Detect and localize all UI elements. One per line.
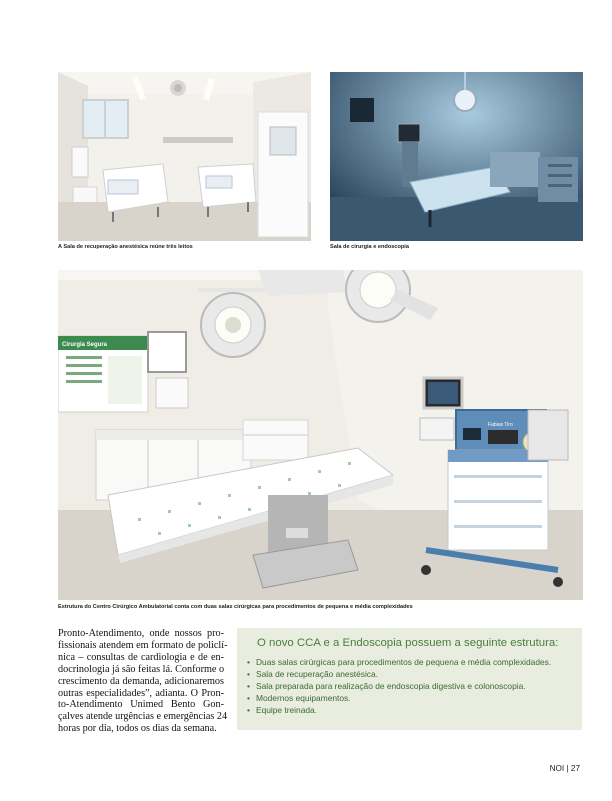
recovery-photo-caption: A Sala de recuperação anestésica reúne três leitos (58, 244, 193, 250)
list-item (247, 680, 551, 692)
body-line: horas por dia, todos os dias da semana. (58, 723, 217, 735)
surgery-photo-caption: Sala de cirurgia e endoscopia (330, 244, 409, 250)
bullet-icon: • (247, 669, 250, 680)
bullet-icon: • (247, 693, 250, 704)
operating-room-photo-caption: Estrutura do Centro Cirúrgico Ambulatorial conta com duas salas cirúrgicas para procedimentos de pequena e média complexidades (58, 604, 413, 610)
bullet-icon: • (247, 705, 250, 716)
body-line: fissionais atendem em formato de policlí- (58, 639, 228, 651)
article-body-text (58, 628, 228, 735)
body-line: docrinologia já são feitas lá. Conforme o (58, 663, 225, 675)
recovery-room-photo (58, 72, 311, 241)
body-line: çalves atende urgências e emergências 24 (58, 711, 228, 723)
info-box-list (247, 656, 551, 716)
structure-info-box (237, 628, 582, 730)
list-item-text: Sala preparada para realização de endoscopia digestiva e colonoscopia. (256, 681, 526, 692)
anesthesia-machine-label: Fabius Tiro (488, 422, 513, 428)
page-number: 27 (570, 764, 580, 773)
list-item-text: Modernos equipamentos. (256, 693, 351, 704)
info-box-title: O novo CCA e a Endoscopia possuem a seguinte estrutura: (257, 637, 559, 649)
body-line: outras especialidades”, adianta. O Pron- (58, 687, 224, 699)
footer-separator: | (566, 764, 569, 773)
body-line: Pronto-Atendimento, onde nossos pro- (58, 628, 224, 639)
list-item (247, 656, 551, 668)
magazine-name: NOI (549, 764, 565, 773)
list-item-text: Duas salas cirúrgicas para procedimentos de pequena e média complexidades. (256, 657, 552, 667)
list-item (247, 704, 551, 716)
bullet-icon: • (247, 681, 250, 692)
poster-title: Cirurgia Segura (62, 342, 108, 348)
page-footer (550, 764, 580, 773)
body-line: nica – consultas de cardiologia e de en- (58, 651, 224, 663)
body-line: crescimento da demanda, adicionaremos (58, 675, 224, 687)
body-line: to-Atendimento Unimed Bento Gon- (58, 699, 224, 711)
list-item (247, 692, 551, 704)
operating-room-photo (58, 270, 583, 600)
list-item-text: Equipe treinada. (256, 705, 317, 716)
list-item (247, 668, 551, 680)
bullet-icon: • (247, 657, 250, 667)
list-item-text: Sala de recuperação anestésica. (256, 669, 378, 680)
surgery-room-photo (330, 72, 583, 241)
